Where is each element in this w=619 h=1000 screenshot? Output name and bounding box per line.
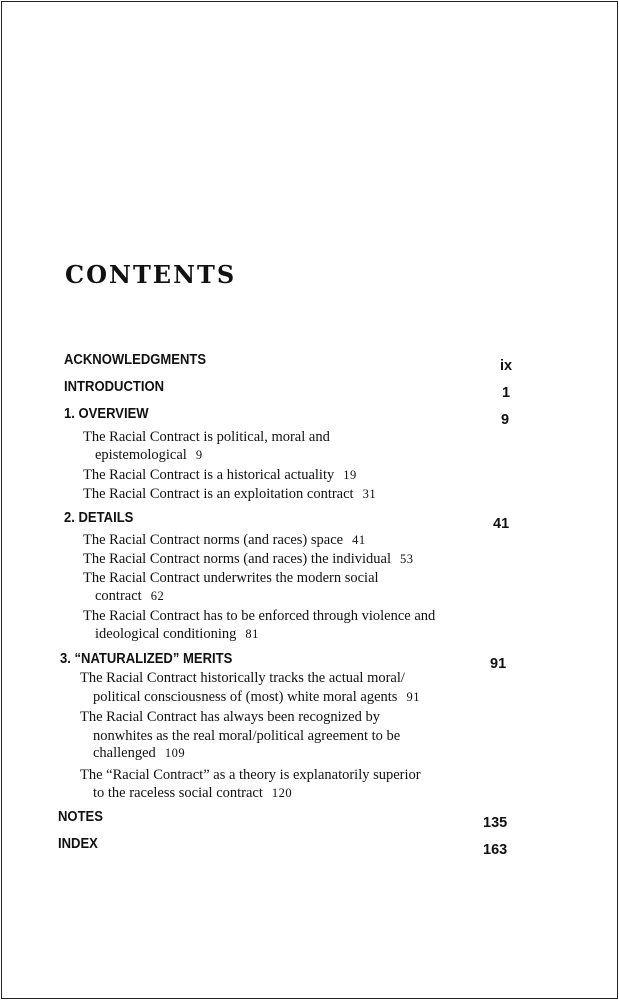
toc-subentry-text: The Racial Contract is a historical actuality bbox=[83, 467, 335, 483]
toc-subentry-text: The Racial Contract is an exploitation contract bbox=[83, 486, 354, 502]
toc-subentry-line bbox=[83, 532, 366, 549]
toc-subentry-line bbox=[95, 588, 164, 605]
toc-subentry-line bbox=[95, 447, 203, 464]
toc-subentry-page: 19 bbox=[343, 468, 357, 482]
toc-chapter-page: 41 bbox=[493, 516, 510, 532]
toc-subentry-line bbox=[83, 467, 357, 484]
toc-subentry-text: The Racial Contract norms (and races) space bbox=[83, 532, 344, 548]
toc-subentry-line: The Racial Contract has always been recognized by bbox=[80, 709, 380, 725]
toc-subentry-page: 81 bbox=[245, 627, 259, 641]
toc-subentry-text: political consciousness of (most) white moral agents bbox=[93, 689, 398, 705]
toc-chapter-heading: 1. OVERVIEW bbox=[64, 406, 149, 422]
toc-subentry-page: 53 bbox=[400, 552, 414, 566]
toc-subentry-line: The Racial Contract is political, moral and bbox=[83, 429, 330, 445]
toc-entry-acknowledgments: ACKNOWLEDGMENTS bbox=[64, 352, 207, 368]
toc-subentry-page: 41 bbox=[352, 533, 366, 547]
toc-subentry-page: 120 bbox=[271, 786, 293, 800]
toc-entry-index: INDEX bbox=[58, 836, 98, 852]
toc-subentry-line: The Racial Contract has to be enforced through violence and bbox=[83, 608, 436, 624]
page-title: CONTENTS bbox=[65, 260, 237, 289]
toc-chapter-heading: 2. DETAILS bbox=[64, 510, 134, 526]
toc-subentry-line: The “Racial Contract” as a theory is explanatorily superior bbox=[80, 767, 421, 783]
toc-subentry-text: challenged bbox=[93, 745, 156, 761]
book-page bbox=[1, 1, 618, 999]
toc-subentry-line bbox=[83, 486, 376, 503]
toc-subentry-text: ideological conditioning bbox=[95, 626, 237, 642]
toc-subentry-line bbox=[95, 626, 259, 643]
toc-subentry-line: The Racial Contract historically tracks the actual moral/ bbox=[80, 670, 405, 686]
toc-entry-notes: NOTES bbox=[58, 809, 103, 825]
toc-subentry-text: to the raceless social contract bbox=[93, 785, 263, 801]
toc-entry-introduction: INTRODUCTION bbox=[64, 379, 165, 395]
toc-subentry-text: contract bbox=[95, 588, 142, 604]
toc-page-acknowledgments: ix bbox=[500, 358, 513, 374]
toc-subentry-line bbox=[93, 785, 292, 802]
toc-subentry-page: 62 bbox=[150, 589, 165, 603]
toc-subentry-page: 9 bbox=[195, 448, 203, 462]
toc-subentry-line: nonwhites as the real moral/political agreement to be bbox=[93, 728, 401, 744]
toc-chapter-page: 91 bbox=[490, 656, 507, 672]
toc-subentry-line bbox=[83, 551, 414, 568]
toc-subentry-page: 31 bbox=[362, 487, 377, 501]
toc-subentry-page: 109 bbox=[164, 746, 186, 760]
toc-subentry-text: The Racial Contract norms (and races) the individual bbox=[83, 551, 392, 567]
toc-subentry-text: epistemological bbox=[95, 447, 187, 463]
toc-subentry-line: The Racial Contract underwrites the modern social bbox=[83, 570, 379, 586]
toc-subentry-line bbox=[93, 689, 420, 706]
toc-chapter-heading: 3. “NATURALIZED” MERITS bbox=[60, 651, 233, 667]
toc-page-notes: 135 bbox=[483, 815, 508, 831]
toc-page-introduction: 1 bbox=[502, 385, 511, 401]
toc-page-index: 163 bbox=[483, 842, 508, 858]
toc-chapter-page: 9 bbox=[501, 412, 510, 428]
toc-subentry-line bbox=[93, 745, 185, 762]
toc-subentry-page: 91 bbox=[406, 690, 420, 704]
